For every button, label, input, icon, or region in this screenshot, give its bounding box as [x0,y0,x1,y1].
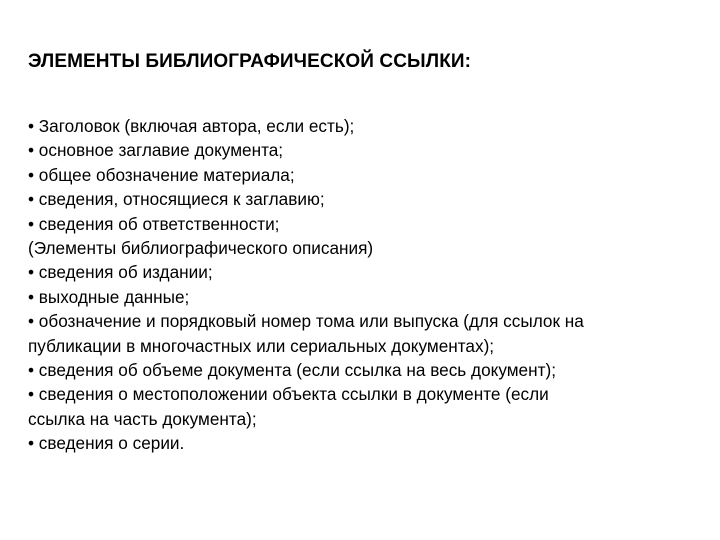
list-item-continuation: ссылка на часть документа); [28,408,257,429]
slide-content [28,114,700,456]
list-item: • Заголовок (включая автора, если есть); [28,116,355,136]
list-item-continuation: публикации в многочастных или сериальных документах); [28,335,495,356]
list-item: • обозначение и порядковый номер тома или выпуска (для ссылок на [28,311,584,332]
list-item: • сведения об издании; [28,262,213,283]
list-item: • сведения об ответственности; [28,213,280,234]
list-item: • общее обозначение материала; [28,164,295,185]
list-item: • сведения о местоположении объекта ссылки в документе (если [28,384,549,405]
slide-title: ЭЛЕМЕНТЫ БИБЛИОГРАФИЧЕСКОЙ ССЫЛКИ: [28,51,472,72]
section-note: (Элементы библиографического описания) [28,238,374,259]
list-item: • сведения, относящиеся к заглавию; [28,189,325,210]
list-item: • выходные данные; [28,286,190,307]
list-item: • сведения об объеме документа (если ссылка на весь документ); [28,360,556,381]
list-item: • основное заглавие документа; [28,140,284,161]
list-item: • сведения о серии. [28,433,185,454]
